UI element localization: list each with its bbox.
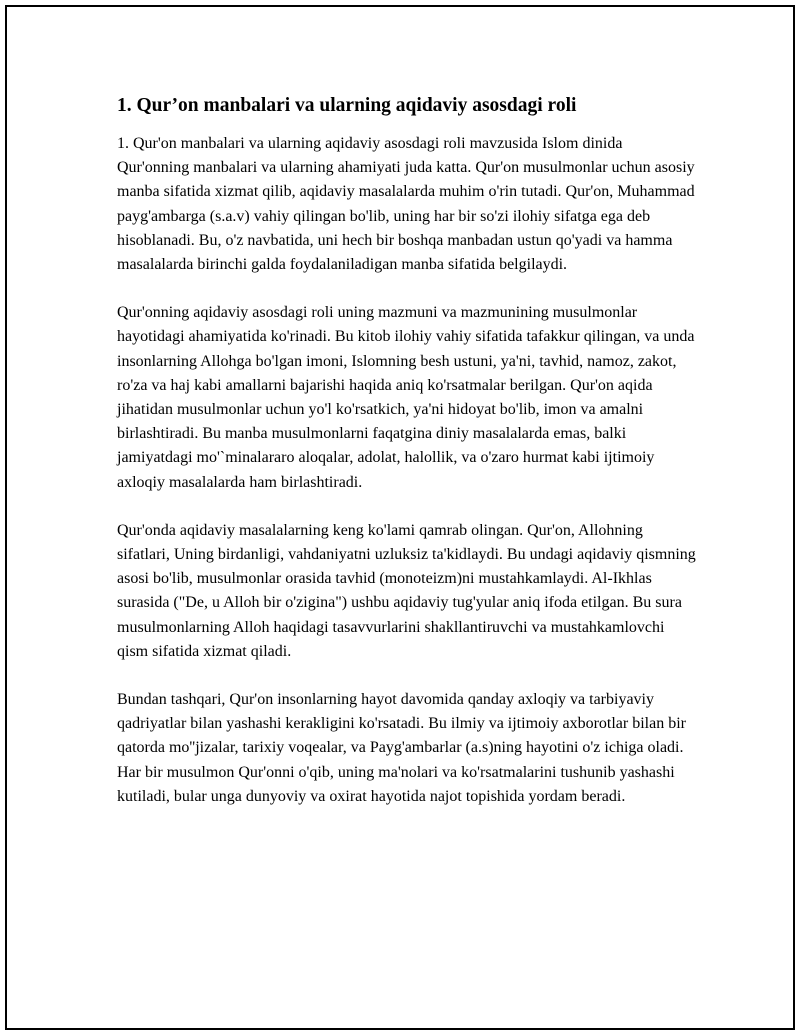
document-title: 1. Qur’on manbalari va ularning aqidaviy asosdagi roli xyxy=(117,95,577,116)
paragraph-3: Qur'onda aqidaviy masalalarning keng ko'lami qamrab olingan. Qur'on, Allohning sifatlari, Uning birdanligi, vahdaniyatni uzluksiz ta'kidlaydi. Bu undagi aqidaviy qismning asosi bo'lib, musulmonlar orasida tavhid (monoteizm)ni mustahkamlaydi. Al-Ikhlas surasida ("De, u Alloh bir o'zigina") ushbu aqidaviy tug'yular aniq ifoda etilgan. Bu sura musulmonlarning Alloh haqidagi tasavvurlarini shakllantiruvchi va mustahkamlovchi qism sifatida xizmat qiladi. xyxy=(117,521,696,660)
paragraph-1: 1. Qur'on manbalari va ularning aqidaviy asosdagi roli mavzusida Islom dinida Qur'onning manbalari va ularning ahamiyati juda katta. Qur'on musulmonlar uchun asosiy manba sifatida xizmat qilib, aqidaviy masalalarda muhim o'rin tutadi. Qur'on, Muhammad payg'ambarga (s.a.v) vahiy qilingan bo'lib, uning har bir so'zi ilohiy sifatga ega deb hisoblanadi. Bu, o'z navbatida, uni hech bir boshqa manbadan ustun qo'yadi va hamma masalalarda birinchi galda foydalaniladigan manba sifatida belgilaydi. xyxy=(117,135,695,274)
paragraph-4: Bundan tashqari, Qur'on insonlarning hayot davomida qanday axloqiy va tarbiyaviy qadriyatlar bilan yashashi kerakligini ko'rsatadi. Bu ilmiy va ijtimoiy axborotlar bilan bir qatorda mo''jizalar, tarixiy voqealar, va Payg'ambarlar (a.s)ning hayotini o'z ichiga oladi. Har bir musulmon Qur'onni o'qib, uning ma'nolari va ko'rsatmalarini tushunib yashashi kutiladi, bular unga dunyoviy va oxirat hayotida najot topishida yordam beradi. xyxy=(117,691,686,805)
document-body xyxy=(117,92,697,833)
paragraph-2: Qur'onning aqidaviy asosdagi roli uning mazmuni va mazmunining musulmonlar hayotidagi ahamiyatida ko'rinadi. Bu kitob ilohiy vahiy sifatida tafakkur qilingan, va unda insonlarning Allohga bo'lgan imoni, Islomning besh ustuni, ya'ni, tavhid, namoz, zakot, ro'za va haj kabi amallarni bajarishi haqida aniq ko'rsatmalar berilgan. Qur'on aqida jihatidan musulmonlar uchun yo'l ko'rsatkich, ya'ni hidoyat bo'lib, imon va amalni birlashtiradi. Bu manba musulmonlarni faqatgina diniy masalalarda emas, balki jamiyatdagi mo'`minalararo aloqalar, adolat, halollik, va o'zaro hurmat kabi ijtimoiy axloqiy masalalarda ham birlashtiradi. xyxy=(117,304,695,491)
